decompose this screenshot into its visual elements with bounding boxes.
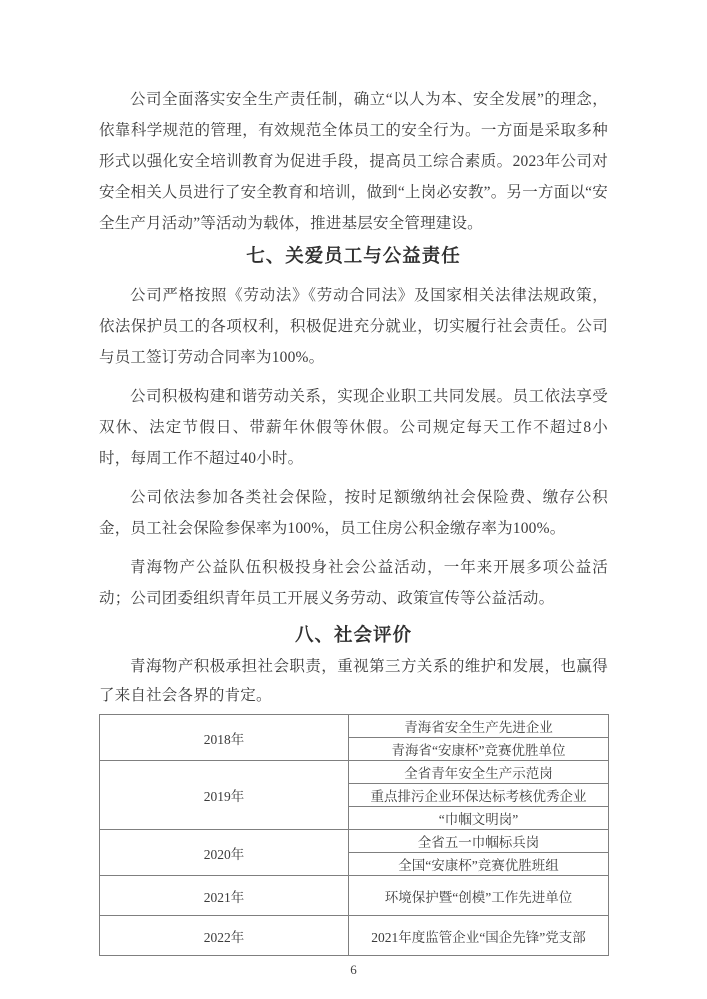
paragraph-social-insurance: 公司依法参加各类社会保险，按时足额缴纳社会保险费、缴存公积金，员工社会保险参保率为100%，员工住房公积金缴存率为100%。 <box>99 489 608 537</box>
year-cell: 2019年 <box>100 761 349 830</box>
award-cell: 重点排污企业环保达标考核优秀企业 <box>349 784 609 807</box>
award-cell: 青海省安全生产先进企业 <box>349 715 609 738</box>
paragraph-public-welfare: 青海物产公益队伍积极投身社会公益活动，一年来开展多项公益活动；公司团委组织青年员工开展义务劳动、政策宣传等公益活动。 <box>99 559 608 607</box>
section8-heading: 八、社会评价 <box>294 624 412 645</box>
award-cell: “巾帼文明岗” <box>349 807 609 830</box>
paragraph-work-hours: 公司积极构建和谐劳动关系，实现企业职工共同发展。员工依法享受双休、法定节假日、带薪年休假等休假。公司规定每天工作不超过8小时，每周工作不超过40小时。 <box>99 388 608 467</box>
table-row <box>100 876 609 916</box>
year-cell: 2022年 <box>100 916 349 956</box>
paragraph-social-evaluation: 青海物产积极承担社会职责，重视第三方关系的维护和发展，也赢得了来自社会各界的肯定。 <box>99 658 608 704</box>
award-cell: 全省青年安全生产示范岗 <box>349 761 609 784</box>
paragraph-safety: 公司全面落实安全生产责任制，确立“以人为本、安全发展”的理念，依靠科学规范的管理，有效规范全体员工的安全行为。一方面是采取多种形式以强化安全培训教育为促进手段，提高员工综合素质。2023年公司对安全相关人员进行了安全教育和培训，做到“上岗必安教”。另一方面以“安全生产月活动”等活动为载体，推进基层安全管理建设。 <box>99 91 608 232</box>
paragraph-labor-law: 公司严格按照《劳动法》《劳动合同法》及国家相关法律法规政策，依法保护员工的各项权利，积极促进充分就业，切实履行社会责任。公司与员工签订劳动合同率为100%。 <box>99 287 608 366</box>
page-number: 6 <box>350 962 357 977</box>
section7-heading: 七、关爱员工与公益责任 <box>246 245 461 266</box>
table-row <box>100 916 609 956</box>
award-cell: 青海省“安康杯”竞赛优胜单位 <box>349 738 609 761</box>
award-cell: 全国“安康杯”竞赛优胜班组 <box>349 853 609 876</box>
year-cell: 2020年 <box>100 830 349 876</box>
award-cell: 全省五一巾帼标兵岗 <box>349 830 609 853</box>
year-cell: 2021年 <box>100 876 349 916</box>
awards-table-body <box>100 715 609 956</box>
year-cell: 2018年 <box>100 715 349 761</box>
table-row <box>100 830 609 853</box>
table-row <box>100 715 609 738</box>
table-row <box>100 761 609 784</box>
award-cell: 环境保护暨“创模”工作先进单位 <box>349 876 609 916</box>
awards-table <box>99 714 609 956</box>
award-cell: 2021年度监管企业“国企先锋”党支部 <box>349 916 609 956</box>
